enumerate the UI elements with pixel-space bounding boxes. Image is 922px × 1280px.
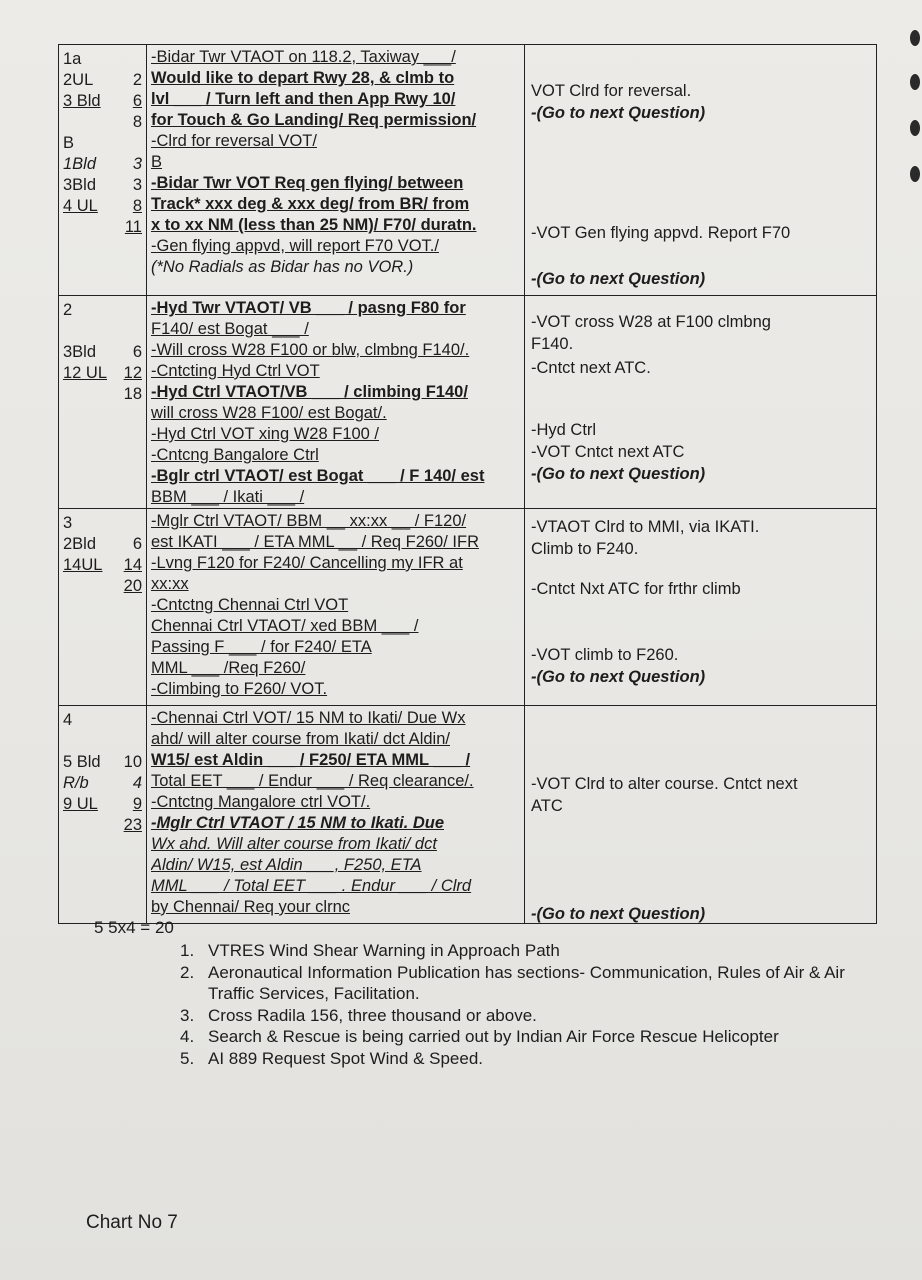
marks-label: 4 UL (63, 197, 98, 215)
marks-line (63, 342, 142, 363)
response-line: -VOT Cntct next ATC (531, 443, 685, 461)
marks-value: 6 (132, 92, 142, 110)
transmission-line: Passing F ___ / for F240/ ETA (151, 638, 372, 656)
marks-value: 6 (132, 343, 142, 361)
marks-line (63, 154, 142, 175)
transmission-line: -Cntctng Chennai Ctrl VOT (151, 596, 349, 614)
marks-value: 23 (123, 816, 142, 834)
table-row (59, 706, 877, 924)
table-row (59, 296, 877, 509)
response-line: -(Go to next Question) (531, 270, 706, 288)
transmission-line: ahd/ will alter course from Ikati/ dct Aldin/ (151, 730, 450, 748)
marks-label: 3Bld (63, 343, 97, 361)
marks-line (63, 196, 142, 217)
marks-cell (59, 706, 147, 924)
transmission-line: -Mglr Ctrl VTAOT/ BBM __ xx:xx __ / F120/ (151, 512, 467, 530)
transmission-line: Chennai Ctrl VTAOT/ xed BBM ___ / (151, 617, 419, 635)
punch-hole (910, 74, 920, 90)
transmission-line: Wx ahd. Will alter course from Ikati/ dct (151, 835, 437, 853)
transmission-line: -Will cross W28 F100 or blw, clmbng F140/. (151, 341, 470, 359)
marks-line (63, 384, 142, 405)
response-line: -VTAOT Clrd to MMI, via IKATI. (531, 518, 760, 536)
marks-line (63, 576, 142, 597)
marks-value: 2 (132, 71, 142, 89)
response-cell (525, 706, 877, 924)
marks-line (63, 300, 142, 321)
marks-label: 3Bld (63, 176, 97, 194)
total-marks: 5 5x4 = 20 (94, 918, 174, 937)
note-item: 2. Aeronautical Information Publication has sections- Communication, Rules of Air & Air Traffic Services, Facilitation. (180, 962, 845, 1003)
marks-value: 11 (124, 218, 142, 236)
response-line: -VOT cross W28 at F100 clmbng (531, 313, 771, 331)
response-line: -Hyd Ctrl (531, 421, 597, 439)
marks-line (63, 49, 142, 70)
transmission-line: xx:xx (151, 575, 189, 593)
marks-line (63, 555, 142, 576)
marks-label: 9 UL (63, 795, 98, 813)
marks-label: 4 (63, 711, 73, 729)
transmission-line: est IKATI ___ / ETA MML __ / Req F260/ IFR (151, 533, 479, 551)
marks-line (63, 773, 142, 794)
note-item: 4. Search & Rescue is being carried out by Indian Air Force Rescue Helicopter (180, 1027, 779, 1046)
response-line: VOT Clrd for reversal. (531, 82, 692, 100)
response-line: -(Go to next Question) (531, 668, 706, 686)
marks-line (63, 710, 142, 731)
transmission-line: lvl ___ / Turn left and then App Rwy 10/ (151, 90, 456, 108)
transmission-line: -Mglr Ctrl VTAOT / 15 NM to Ikati. Due (151, 814, 445, 832)
transmission-cell (147, 45, 525, 296)
transmission-line: Total EET ___ / Endur ___ / Req clearance/. (151, 772, 474, 790)
marks-line (63, 70, 142, 91)
marks-label: 3 Bld (63, 92, 101, 110)
marks-line (63, 513, 142, 534)
marks-line (63, 112, 142, 133)
response-line: -(Go to next Question) (531, 465, 706, 483)
marks-cell (59, 296, 147, 509)
marks-line (63, 794, 142, 815)
transmission-line: Would like to depart Rwy 28, & clmb to (151, 69, 455, 87)
punch-hole (910, 166, 920, 182)
marks-value: 20 (123, 577, 142, 595)
marks-value: 10 (123, 753, 142, 771)
transmission-line: -Cntctng Mangalore ctrl VOT/. (151, 793, 371, 811)
marks-value: 18 (123, 385, 142, 403)
marks-label: 3 (63, 514, 73, 532)
response-line: -VOT climb to F260. (531, 646, 679, 664)
marks-value: 9 (132, 795, 142, 813)
response-cell (525, 45, 877, 296)
marks-label: 2 (63, 301, 73, 319)
transmission-line: -Climbing to F260/ VOT. (151, 680, 328, 698)
marks-value: 12 (123, 364, 142, 382)
transmission-line: -Bidar Twr VTAOT on 118.2, Taxiway ___/ (151, 48, 456, 66)
marks-value: 14 (123, 556, 142, 574)
transmission-line: -Hyd Ctrl VOT xing W28 F100 / (151, 425, 380, 443)
marks-line (63, 534, 142, 555)
transmission-line: -Cntcting Hyd Ctrl VOT (151, 362, 320, 380)
marks-line (63, 731, 142, 752)
notes-list (180, 940, 890, 1069)
response-line: F140. (531, 335, 574, 353)
marks-value: 3 (132, 176, 142, 194)
transmission-line: MML ___ / Total EET ___ . Endur ___ / Clrd (151, 877, 472, 895)
marks-line (63, 815, 142, 836)
rt-marking-table (58, 44, 877, 924)
transmission-cell (147, 296, 525, 509)
marks-label: 12 UL (63, 364, 108, 382)
transmission-line: BBM ___ / Ikati ___ / (151, 488, 305, 506)
marks-cell (59, 509, 147, 706)
marks-value: 3 (132, 155, 142, 173)
response-line: ATC (531, 797, 563, 815)
note-item: 1. VTRES Wind Shear Warning in Approach Path (180, 941, 560, 960)
transmission-line: -Cntcng Bangalore Ctrl (151, 446, 319, 464)
transmission-line: by Chennai/ Req your clrnc (151, 898, 351, 916)
marks-line (63, 133, 142, 154)
marks-line (63, 175, 142, 196)
chart-number: Chart No 7 (86, 1212, 178, 1233)
marks-value: 8 (132, 113, 142, 131)
transmission-line: for Touch & Go Landing/ Req permission/ (151, 111, 477, 129)
transmission-cell (147, 509, 525, 706)
marks-label: 1Bld (63, 155, 97, 173)
marks-label: 2Bld (63, 535, 97, 553)
marks-value: 8 (132, 197, 142, 215)
marks-label: 1a (63, 50, 82, 68)
punch-hole (910, 30, 920, 46)
marks-label: 14UL (63, 556, 103, 574)
transmission-line: W15/ est Aldin ___ / F250/ ETA MML ___ / (151, 751, 471, 769)
marks-line (63, 752, 142, 773)
marks-line (63, 363, 142, 384)
response-line: -VOT Gen flying appvd. Report F70 (531, 224, 791, 242)
marks-label: R/b (63, 774, 89, 792)
transmission-cell (147, 706, 525, 924)
marks-value: 6 (132, 535, 142, 553)
transmission-line: -Chennai Ctrl VOT/ 15 NM to Ikati/ Due Wx (151, 709, 466, 727)
response-line: -(Go to next Question) (531, 905, 706, 923)
transmission-line: MML ___ /Req F260/ (151, 659, 306, 677)
transmission-line: Track* xxx deg & xxx deg/ from BR/ from (151, 195, 470, 213)
response-line: -VOT Clrd to alter course. Cntct next (531, 775, 798, 793)
response-cell (525, 296, 877, 509)
transmission-line: -Clrd for reversal VOT/ (151, 132, 317, 150)
transmission-line: B (151, 153, 163, 171)
marks-value: 4 (132, 774, 142, 792)
transmission-line: will cross W28 F100/ est Bogat/. (151, 404, 387, 422)
transmission-line: -Bidar Twr VOT Req gen flying/ between (151, 174, 464, 192)
marks-label: B (63, 134, 75, 152)
marks-cell (59, 45, 147, 296)
transmission-line: F140/ est Bogat ___ / (151, 320, 309, 338)
transmission-line: x to xx NM (less than 25 NM)/ F70/ duratn. (151, 216, 477, 234)
transmission-line: -Bglr ctrl VTAOT/ est Bogat ___ / F 140/ est (151, 467, 485, 485)
marks-label: 5 Bld (63, 753, 101, 771)
transmission-line: -Hyd Ctrl VTAOT/VB ___ / climbing F140/ (151, 383, 468, 401)
marks-label: 2UL (63, 71, 94, 89)
marks-line (63, 321, 142, 342)
punch-holes (908, 0, 922, 300)
marks-line (63, 217, 142, 238)
transmission-line: -Hyd Twr VTAOT/ VB ___ / pasng F80 for (151, 299, 466, 317)
note-item: 5. AI 889 Request Spot Wind & Speed. (180, 1048, 484, 1068)
transmission-line: -Lvng F120 for F240/ Cancelling my IFR at (151, 554, 463, 572)
transmission-line: (*No Radials as Bidar has no VOR.) (151, 258, 414, 276)
table-row (59, 509, 877, 706)
response-cell (525, 509, 877, 706)
response-line: Climb to F240. (531, 540, 639, 558)
response-line: -Cntct Nxt ATC for frthr climb (531, 580, 741, 598)
response-line: -(Go to next Question) (531, 104, 706, 122)
response-line: -Cntct next ATC. (531, 359, 651, 377)
transmission-line: Aldin/ W15, est Aldin ___, F250, ETA (151, 856, 422, 874)
punch-hole (910, 120, 920, 136)
note-item: 3. Cross Radila 156, three thousand or above. (180, 1005, 537, 1025)
table-row (59, 45, 877, 296)
marks-line (63, 91, 142, 112)
transmission-line: -Gen flying appvd, will report F70 VOT./ (151, 237, 439, 255)
